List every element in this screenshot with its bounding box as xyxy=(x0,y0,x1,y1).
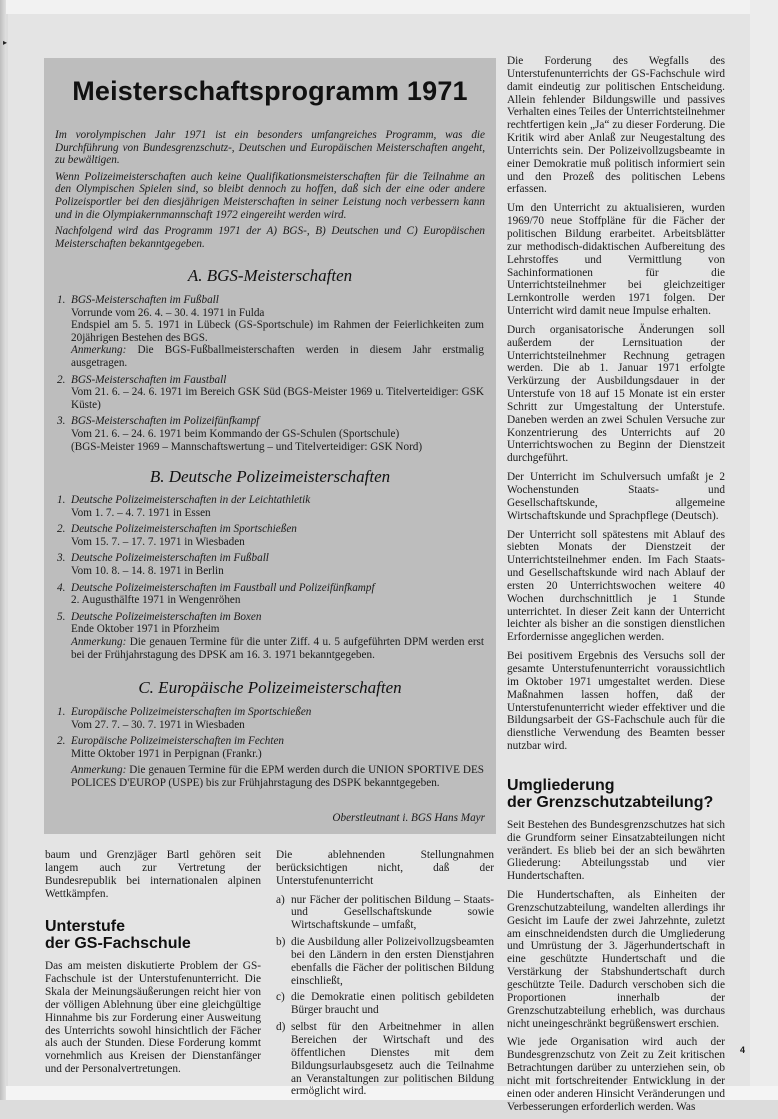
item-title: Deutsche Polizeimeisterschaften im Fußball xyxy=(71,552,269,565)
intro-paragraph: Wenn Polizeimeisterschaften auch keine Qualifikationsmeisterschaften für die Teilnahme an den Olympischen Spielen sind, so bleibt dennoch zu hoffen, daß sich der eine oder andere Polizeisportler bei den diesjährigen Meisterschaften in seiner Leistung noch verbessern kann und in die Olympiakernmannschaft 1972 eingereiht werden wird. xyxy=(55,170,485,221)
section-b-list xyxy=(57,494,484,665)
section-c-heading: C. Europäische Polizeimeisterschaften xyxy=(138,678,402,697)
item-title: BGS-Meisterschaften im Polizeifünfkampf xyxy=(71,415,260,428)
list-text: die Ausbildung aller Polizeivollzugsbeamten bei den Ländern in den ersten Dienstjahren ebenfalls die Fächer der politischen Bildung einschließt, xyxy=(291,936,494,987)
list-item xyxy=(276,991,494,1017)
body-paragraph: Die Hundertschaften, als Einheiten der Grenzschutzabteilung, wandelten allerdings ihr Gesicht im Laufe der zwei Jahrzehnte, zuletzt am einschneidendsten durch die Umgliederung und Umrüstung der 3. Jägerhundertschaft in eine geschützte Hundertschaft und die Verstärkung der Stabshundertschaft durch geschützte Teile. Dadurch verschoben sich die Proportionen innerhalb der Grenzschutzabteilung erheblich, was durchaus nicht uneingeschränkt begrüßenswert erschien. xyxy=(507,889,725,1030)
body-paragraph: Bei positivem Ergebnis des Versuchs soll der gesamte Unterstufenunterricht voraussichtlich im Oktober 1971 umgestaltet werden. Diese Maßnahmen lassen hoffen, daß der Unterstufenunterricht wieder effektiver und die Bildungsarbeit der GS-Fachschule auch für die dienstliche Verwendung des Beamten besser nutzbar wird. xyxy=(507,650,725,753)
list-item xyxy=(57,735,484,789)
list-item xyxy=(57,494,484,519)
item-title: Deutsche Polizeimeisterschaften im Faustball und Polizeifünfkampf xyxy=(71,581,375,594)
author-signature: Oberstleutnant i. BGS Hans Mayr xyxy=(332,812,485,824)
item-title: Europäische Polizeimeisterschaften im Fechten xyxy=(71,735,285,748)
intro-paragraph: Im vorolympischen Jahr 1971 ist ein besonders umfangreiches Programm, was die Durchführung von Bundesgrenzschutz-, Deutschen und Europäischen Meisterschaften angeht, zu bewältigen. xyxy=(55,129,485,167)
body-paragraph: Die Forderung des Wegfalls des Unterstufenunterrichts der GS-Fachschule wird damit eindeutig zur politischen Entscheidung. Allein fehlender Bildungswille und passives Verhalten eines Teiles der Unterrichtsteilnehmer rechtfertigen kein „Ja“ zu dieser Forderung. Die Kritik wird aber Anlaß zur Neugestaltung des Unterrichts sein. Der Polizeivollzugsbeamte in einer Demokratie muß politisch informiert sein und den Prozeß des politischen Lebens erfassen. xyxy=(507,55,725,196)
middle-column xyxy=(276,849,494,1102)
item-number: 5. xyxy=(57,610,66,623)
item-title: BGS-Meisterschaften im Fußball xyxy=(71,294,219,306)
note-label: Anmerkung: xyxy=(71,344,127,357)
left-column xyxy=(45,849,261,1082)
item-number: 2. xyxy=(57,373,66,386)
list-item xyxy=(57,523,484,548)
item-note xyxy=(71,764,484,789)
item-number: 1. xyxy=(57,294,66,306)
note-text: Die genauen Termine für die unter Ziff. 4 u. 5 aufgeführten DPM werden erst bei der Frühjahrstagung des DPSK am 16. 3. 1971 bekanntgegeben. xyxy=(71,635,485,661)
body-paragraph: Der Unterricht im Schulversuch umfaßt je 2 Wochenstunden Staats- und Gesellschaftskunde, allgemeine Wirtschaftskunde und Sprachpflege (Deutsch). xyxy=(507,471,725,522)
note-label: Anmerkung: xyxy=(71,764,127,777)
page-number: 4 xyxy=(740,1045,746,1055)
championship-program-box xyxy=(44,58,496,834)
item-number: 1. xyxy=(57,706,66,718)
list-text: selbst für den Arbeitnehmer in allen Bereichen der Wirtschaft und des öffentlichen Dienstes mit dem Bildungsurlaubsgesetz auch die Teilnahme an Veranstaltungen zur politischen Bildung ermöglicht wird. xyxy=(291,1021,494,1098)
section-a-list xyxy=(57,294,484,457)
list-item xyxy=(57,552,484,577)
item-number: 1. xyxy=(57,494,66,506)
item-line: Ende Oktober 1971 in Pforzheim xyxy=(71,623,220,636)
list-item xyxy=(57,706,484,731)
scan-left-edge xyxy=(0,0,6,1100)
headline-line: Unterstufe xyxy=(45,918,126,936)
list-item xyxy=(276,1021,494,1098)
item-line: Vom 10. 8. – 14. 8. 1971 in Berlin xyxy=(71,564,224,577)
item-line: Vorrunde vom 26. 4. – 30. 4. 1971 in Fulda xyxy=(71,306,265,319)
box-intro xyxy=(55,129,485,254)
item-number: 2. xyxy=(57,735,66,748)
list-label: d) xyxy=(276,1021,286,1034)
item-title: Deutsche Polizeimeisterschaften in der Leichtathletik xyxy=(71,494,311,506)
item-line: Vom 1. 7. – 4. 7. 1971 in Essen xyxy=(71,506,211,519)
note-text: Die genauen Termine für die EPM werden durch die UNION SPORTIVE DES POLICES D'EUROP (USPE) bis zur Frühjahrstagung des DSPK bekanntgegeben. xyxy=(71,764,484,789)
section-c-list xyxy=(57,706,484,794)
item-note xyxy=(71,344,484,369)
margin-mark: ▸ xyxy=(3,38,8,47)
scan-top-margin xyxy=(0,0,778,14)
list-item xyxy=(57,374,484,412)
body-paragraph: Um den Unterricht zu aktualisieren, wurden 1969/70 neue Stoffpläne für die Fächer der politischen Bildung erarbeitet. Arbeitsblätter zur methodisch-didaktischen Aufbereitung des Lehrstoffes und Vermittlung von Sachinformationen für die Unterrichtsteilnehmer bei gleichzeitiger Lernkontrolle werden 1971 folgen. Der Unterricht wird damit neue Impulse erhalten. xyxy=(507,202,725,318)
list-label: a) xyxy=(276,893,285,906)
scan-right-margin xyxy=(750,0,778,1100)
item-line: (BGS-Meister 1969 – Mannschaftswertung – und Titelverteidiger: GSK Nord) xyxy=(71,440,423,453)
list-label: c) xyxy=(276,991,285,1004)
body-paragraph: Durch organisatorische Änderungen soll außerdem der Lernsituation der Unterrichtsteilnehmer Rechnung getragen werden. Die ab 1. Januar 1971 erfolgte Verkürzung der Ausbildungsdauer in der Unterstufe von 18 auf 15 Monate ist ein erster Schritt zur Umgestaltung der Unterstufe. Daneben werden an zwei Schulen Versuche zur Konzentrierung des Unterrichts auf 20 Unterrichtswochen zu Beginn der Dienstzeit durchgeführt. xyxy=(507,323,725,465)
section-headline xyxy=(507,777,725,811)
list-label: b) xyxy=(276,936,286,949)
note-label: Anmerkung: xyxy=(71,635,127,648)
item-line: 2. Augusthälfte 1971 in Wengenröhen xyxy=(71,594,241,607)
item-line: Vom 21. 6. – 24. 6. 1971 beim Kommando der GS-Schulen (Sportschule) xyxy=(71,427,400,440)
list-item xyxy=(276,936,494,987)
body-paragraph: Die ablehnenden Stellungnahmen berücksichtigen nicht, daß der Unterstufenunterricht xyxy=(276,849,494,887)
list-text: die Demokratie einen politisch gebildeten Bürger braucht und xyxy=(291,991,494,1017)
list-item xyxy=(57,415,484,453)
headline-line: der GS-Fachschule xyxy=(45,935,191,953)
section-b-heading: B. Deutsche Polizeimeisterschaften xyxy=(149,467,391,486)
item-title: Deutsche Polizeimeisterschaften im Boxen xyxy=(71,610,262,623)
section-a-heading: A. BGS-Meisterschaften xyxy=(187,266,353,285)
item-note xyxy=(71,636,484,661)
item-line: Vom 21. 6. – 24. 6. 1971 im Bereich GSK Süd (BGS-Meister 1969 u. Titelverteidiger: GSK Küste) xyxy=(71,386,484,411)
item-title: BGS-Meisterschaften im Faustball xyxy=(71,373,227,386)
note-text: Die BGS-Fußballmeisterschaften werden in diesem Jahr erstmalig ausgetragen. xyxy=(71,344,484,369)
body-paragraph: Seit Bestehen des Bundesgrenzschutzes hat sich die Grundform seiner Einsatzabteilungen nicht verändert. Es blieb bei der an sich bewährten Gliederung: Abteilungsstab und vier Hundertschaften. xyxy=(507,818,725,883)
item-line: Vom 27. 7. – 30. 7. 1971 in Wiesbaden xyxy=(71,718,245,731)
item-number: 3. xyxy=(57,552,66,565)
item-number: 4. xyxy=(57,581,66,594)
list-text: nur Fächer der politischen Bildung – Staats- und Gesellschaftskunde sowie Wirtschaftskunde – umfaßt, xyxy=(291,893,494,932)
list-item xyxy=(57,611,484,661)
intro-paragraph: Nachfolgend wird das Programm 1971 der A) BGS-, B) Deutschen und C) Europäischen Meisterschaften bekanntgegeben. xyxy=(55,225,485,250)
item-line: Mitte Oktober 1971 in Perpignan (Frankr.) xyxy=(71,747,262,760)
item-title: Europäische Polizeimeisterschaften im Sportschießen xyxy=(71,706,312,718)
body-paragraph: baum und Grenzjäger Bartl gehören seit langem auch zur Vertretung der Bundesrepublik bei internationalen alpinen Wettkämpfen. xyxy=(45,849,261,900)
body-paragraph: Das am meisten diskutierte Problem der GS-Fachschule ist der Unterstufenunterricht. Die Skala der Meinungsäußerungen reicht hier von der völligen Ablehnung über eine gleichgültige Hinnahme bis zur Forderung einer Ausweitung des Unterrichts sowohl hinsichtlich der Fächer als auch der Stunden. Diese Forderung kommt vornehmlich aus Kreisen der Dienstanfänger und der Personalvertretungen. xyxy=(45,960,261,1076)
item-line: Endspiel am 5. 5. 1971 in Lübeck (GS-Sportschule) im Rahmen der Feierlichkeiten zum 20jährigen Bestehen des BGS. xyxy=(71,319,484,344)
body-paragraph: Der Unterricht soll spätestens mit Ablauf des siebten Monats der Dienstzeit der Unterrichtsteilnehmer enden. Im Fach Staats- und Gesellschaftskunde wird nach Ablauf der ersten 20 Unterrichtswochen weitere 40 Wochen durchschnittlich je 1 Stunde unterrichtet. In dieser Zeit kann der Unterricht leichter als bisher an die sonstigen dienstlichen Erfordernisse angeglichen werden. xyxy=(507,528,725,644)
item-number: 2. xyxy=(57,523,66,536)
item-number: 3. xyxy=(57,415,66,428)
body-paragraph: Wie jede Organisation wird auch der Bundesgrenzschutz von Zeit zu Zeit kritischen Betrachtungen darüber zu unterziehen sein, ob nicht mit fortschreitender Entwicklung in der einen oder anderen Hinsicht Veränderungen und Verbesserungen erforderlich werden. Was xyxy=(507,1036,725,1113)
list-item xyxy=(57,582,484,607)
headline-line: der Grenzschutzabteilung? xyxy=(507,793,714,811)
list-item xyxy=(276,894,494,933)
right-column xyxy=(507,55,725,1119)
headline-line: Umgliederung xyxy=(507,776,615,794)
section-headline xyxy=(45,918,261,952)
box-title: Meisterschaftsprogramm 1971 xyxy=(72,76,468,106)
list-item xyxy=(57,294,484,370)
item-line: Vom 15. 7. – 17. 7. 1971 in Wiesbaden xyxy=(71,535,245,548)
item-title: Deutsche Polizeimeisterschaften im Sportschießen xyxy=(71,523,297,536)
